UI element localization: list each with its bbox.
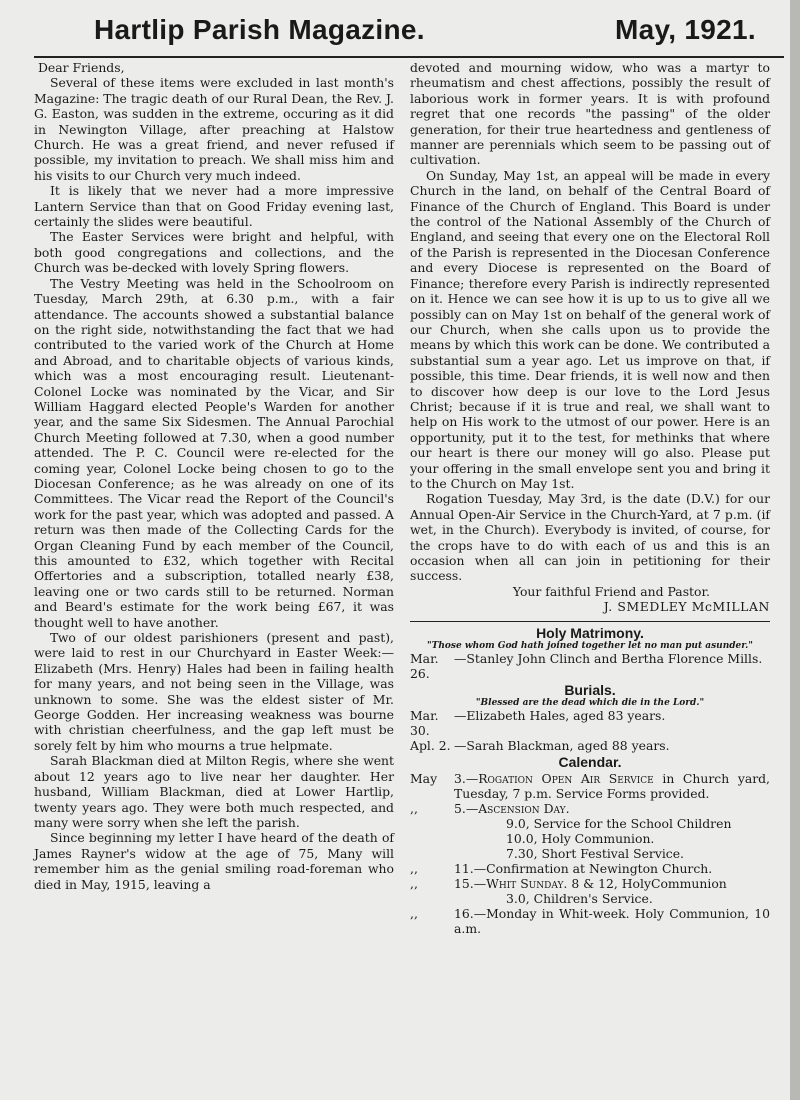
left-column [34, 60, 394, 936]
paragraph-easter-services: The Easter Services were bright and helpful, with both good congregations and collections, and the Church was be-decked with lovely Spring flowers. [34, 229, 394, 276]
closing: Your faithful Friend and Pastor. [512, 583, 710, 599]
calendar-text [454, 876, 770, 891]
burials-motto: "Blessed are the dead which die in the Lord." [475, 698, 705, 709]
calendar-subitem: 7.30, Short Festival Service. [506, 845, 684, 861]
entry-text: —Elizabeth Hales, aged 83 years. [454, 708, 666, 724]
paragraph-vestry-meeting: The Vestry Meeting was held in the Schoolroom on Tuesday, March 29th, at 6.30 p.m., with a fair attendance. The accounts showed a substantial balance on the right side, notwithstanding the fact that we had contributed to the varied work of the Church at Home and Abroad, and to charitable objects of various kinds, which was a most encouraging result. Lieutenant-Colonel Locke was nominated by the Vicar, and Sir William Haggard elected People's Warden for another year, and the same Six Sidesmen. The Annual Parochial Church Meeting followed at 7.30, when a good number attended. The P. C. Council were re-elected for the coming year, Colonel Locke being chosen to go to the Diocesan Conference; as he was already on one of its Committees. The Vicar read the Report of the Council's work for the past year, which was adopted and passed. A return was then made of the Collecting Cards for the Organ Cleaning Fund by each member of the Council, this amounted to £32, which together with Recital Offertories and a subscription, totalled nearly £38, leaving one or two cards still to be returned. Norman and Beard's estimate for the work being £67, it was thought well to have another. [34, 275, 394, 630]
calendar-event-name: Whit Sunday. [486, 875, 568, 891]
calendar-text [454, 771, 770, 801]
burials-title: Burials. [564, 682, 616, 699]
paragraph-rayner-widow-cont: devoted and mourning widow, who was a martyr to rheumatism and chest affections, possibly the result of laborious work in former years. It is with profound regret that one records "the passing" of the older generation, for their true heartedness and gentleness of manner are perennials which seem to be passing out of cultivation. [410, 60, 770, 168]
signature: J. SMEDLEY McMILLAN [603, 599, 770, 615]
matrimony-motto: "Those whom God hath joined together let no man put asunder." [426, 641, 753, 652]
columns [34, 60, 784, 936]
calendar-subitem: 3.0, Children's Service. [506, 890, 653, 906]
entry-text: —Stanley John Clinch and Bertha Florence Mills. [454, 651, 763, 667]
calendar-entry [410, 801, 770, 816]
calendar-event-name: Rogation Open Air Service [478, 770, 654, 786]
binding-edge [790, 0, 800, 1100]
paragraph-rogation: Rogation Tuesday, May 3rd, is the date (D.V.) for our Annual Open-Air Service in the Church-Yard, at 7 p.m. (if wet, in the Church). Everybody is invited, of course, for the crops have to do with each of us and this is an occasion when all can join in petitioning for their success. [410, 491, 770, 584]
calendar-ditto: ,, [410, 860, 418, 876]
paragraph-sarah-blackman: Sarah Blackman died at Milton Regis, where she went about 12 years ago to live near her daughter. Her husband, William Blackman, died at Lower Hartlip, twenty years ago. They were both much respected, and many were sorry when she left the parish. [34, 753, 394, 830]
calendar-event-name: Ascension Day. [478, 800, 570, 816]
calendar-text: 16.—Monday in Whit-week. Holy Communion, 10 a.m. [454, 905, 770, 936]
right-column [410, 60, 770, 936]
calendar-entry [410, 906, 770, 936]
calendar-event-detail: 8 & 12, HolyCommunion [567, 875, 727, 891]
entry-date: Mar. 30. [410, 708, 439, 739]
paragraph-finance-appeal: On Sunday, May 1st, an appeal will be made in every Church in the land, on behalf of the Central Board of Finance of the Church of England. This Board is under the control of the National Assembly of the Church of England, and seeing that every one on the Electoral Roll of the Parish is represented in the Diocesan Conference and every Diocese is represented on the Board of Finance; therefore every Parish is indirectly represented on it. Hence we can see how it is up to us to give all we possibly can on May 1st on behalf of the general work of our Church, when she calls upon us to provide the means by which this work can be done. We contributed a substantial sum a year ago. Let us improve on that, if possible, this time. Dear friends, it is well now and then to discover how deep is our love to the Lord Jesus Christ; because if it is true and real, we shall want to help on His work to the utmost of our power. Here is an opportunity, put it to the test, for methinks that where our heart is there our money will go also. Please put your offering in the small envelope sent you and bring it to the Church on May 1st. [410, 167, 770, 491]
salutation: Dear Friends, [38, 60, 125, 75]
section-rule [410, 621, 770, 622]
list-item [410, 651, 770, 681]
issue-date: May, 1921. [614, 14, 756, 45]
matrimony-title: Holy Matrimony. [536, 624, 644, 641]
calendar-title: Calendar. [558, 754, 622, 771]
calendar-entry [410, 876, 770, 891]
masthead [34, 8, 784, 56]
calendar-text: 11.—Confirmation at Newington Church. [454, 860, 713, 876]
paragraph-lantern-service: It is likely that we never had a more impressive Lantern Service than that on Good Friday evening last, certainly the slides were beautiful. [34, 183, 394, 230]
calendar-day: 5.— [454, 800, 479, 816]
calendar-subitem: 10.0, Holy Communion. [506, 830, 655, 846]
list-item [410, 708, 770, 738]
calendar-ditto: ,, [410, 905, 418, 921]
paragraph-rayner-widow: Since beginning my letter I have heard of the death of James Rayner's widow at the age of 75, Many will remember him as the genial smiling road-foreman who died in May, 1915, leaving a [34, 830, 394, 892]
calendar-day: 3.— [454, 770, 479, 786]
calendar-text [454, 801, 770, 816]
paragraph-parishioners: Two of our oldest parishioners (present and past), were laid to rest in our Churchyard in Easter Week:—Elizabeth (Mrs. Henry) Hales had been in failing health for many years, and not being seen in the Village, was unknown to some. She was the eldest sister of Mr. George Godden. Her increasing weakness was bourne with christian cheerfulness, and the gap left must be sorely felt by him who mourns a true helpmate. [34, 630, 394, 753]
calendar-event-detail: in Church yard, Tuesday, 7 p.m. Service Forms provided. [454, 770, 770, 801]
entry-text: —Sarah Blackman, aged 88 years. [454, 738, 670, 754]
paragraph-rural-dean: Several of these items were excluded in last month's Magazine: The tragic death of our Rural Dean, the Rev. J. G. Easton, was sudden in the extreme, occuring as it did in Newington Village, after preaching at Halstow Church. He was a great friend, and never refused if possible, my invitation to preach. We shall miss him and his visits to our Church very much indeed. [34, 75, 394, 183]
entry-date: Apl. 2. [410, 738, 451, 754]
list-item [410, 738, 770, 753]
calendar-ditto: ,, [410, 875, 418, 891]
calendar-entry [410, 771, 770, 801]
calendar-month: May [410, 770, 438, 786]
entry-date: Mar. 26. [410, 651, 439, 682]
calendar-ditto: ,, [410, 800, 418, 816]
magazine-title: Hartlip Parish Magazine. [94, 14, 425, 45]
calendar-entry [410, 861, 770, 876]
calendar-subitem: 9.0, Service for the School Children [506, 815, 732, 831]
masthead-rule [34, 56, 784, 58]
calendar-day: 15.— [454, 875, 487, 891]
